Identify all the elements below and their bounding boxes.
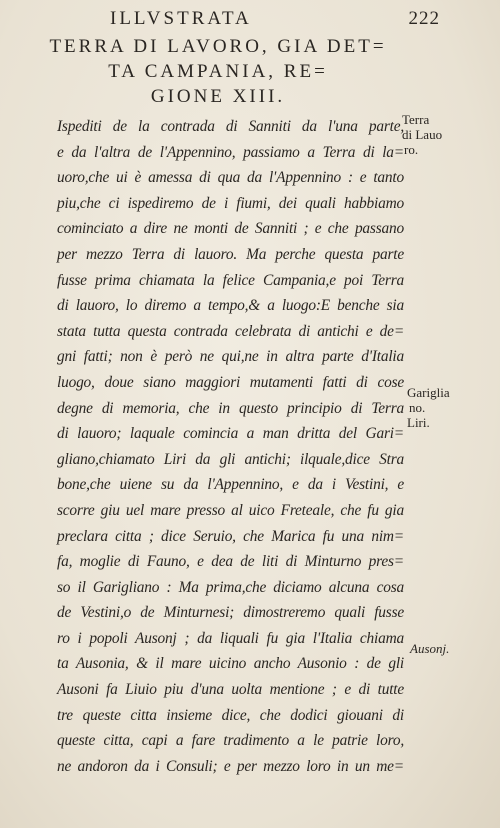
text-line: de Vestini,o de Minturnesi; dimostreremo quali fusse [57,604,404,622]
text-line: per mezzo Terra di lauoro. Ma perche questa parte [57,245,404,263]
text-line: Ispediti de la contrada di Sanniti da l'una parte, [57,118,404,135]
margin-note-line: Liri. [407,415,430,430]
margin-note-line: Ausonj. [410,641,450,656]
margin-note-garigliano [407,385,450,430]
chapter-heading-line: TA CAMPANIA, RE= [108,61,328,82]
text-line: ta Ausonia, & il mare uicino ancho Ausonio : de gli [57,655,404,673]
text-line: e da l'altra de l'Appennino, passiamo a Terra di la= [57,143,404,161]
text-line: piu,che ci ispediremo de i fiumi, dei quali habbiamo [57,194,404,212]
text-line: gni fatti; non è però ne qui,ne in altra parte d'Italia [57,348,404,366]
text-line: uoro,che ui è amessa di qua da l'Appennino : e tanto [57,169,404,187]
text-line: scorre giu uel mare presso al uico Freteale, che fu gia [57,501,404,519]
text-line: bone,che uiene su da l'Appennino, e da i Vestini, e [57,476,404,494]
text-line: fa, moglie di Fauno, e dea de liti di Minturno pres= [57,553,404,571]
margin-note-line: di Lauo [402,127,443,142]
page-number: 222 [408,8,440,29]
text-line: tre queste citta insieme dice, che dodici giouani di [57,706,404,724]
text-line: di lauoro, lo diremo a tempo,& a luogo:E benche sia [57,297,404,315]
text-line: degne di memoria, che in questo principio di Terra [57,399,404,417]
text-line: preclara citta ; dice Seruio, che Marica fu una nim= [57,527,404,545]
text-line: di lauoro; laquale comincia a man dritta del Gari= [57,425,404,443]
margin-note-line: Terra [402,112,430,127]
chapter-heading-line: GIONE XIII. [150,86,286,107]
running-head [110,8,440,32]
text-line: fusse prima chiamata la felice Campania,e poi Terra [57,271,404,289]
margin-note-ausonj [410,641,449,656]
text-line: stata tutta questa contrada celebrata di antichi e de= [57,322,404,340]
margin-note-line: no. [409,400,426,415]
text-line: ro i popoli Ausonj ; da liquali fu gia l'Italia chiama [57,629,404,647]
text-line: ne andoron da i Consuli; e per mezzo loro in un me= [57,757,404,775]
body-text [57,114,404,779]
chapter-heading-line: TERRA DI LAVORO, GIA DET= [49,36,387,57]
text-line: cominciato a dire ne monti de Sanniti ; e che passano [57,220,404,238]
chapter-heading [28,34,408,109]
text-line: so il Garigliano : Ma prima,che diciamo alcuna cosa [57,578,404,596]
text-line: Ausoni fa Liuio piu d'una uolta mentione ; e di tutte [57,681,404,699]
margin-note-line: Gariglia [407,385,450,400]
margin-note-line: ro. [404,142,419,157]
running-head-title: ILLVSTRATA [110,8,252,29]
text-line: queste citta, capi a fare tradimento a le patrie loro, [57,732,404,750]
text-line: gliano,chiamato Liri da gli antichi; ilquale,dice Stra [57,450,404,468]
text-line: luogo, doue siano maggiori mutamenti fatti di cose [57,373,404,391]
margin-note-terra-di-lauoro [402,112,442,157]
